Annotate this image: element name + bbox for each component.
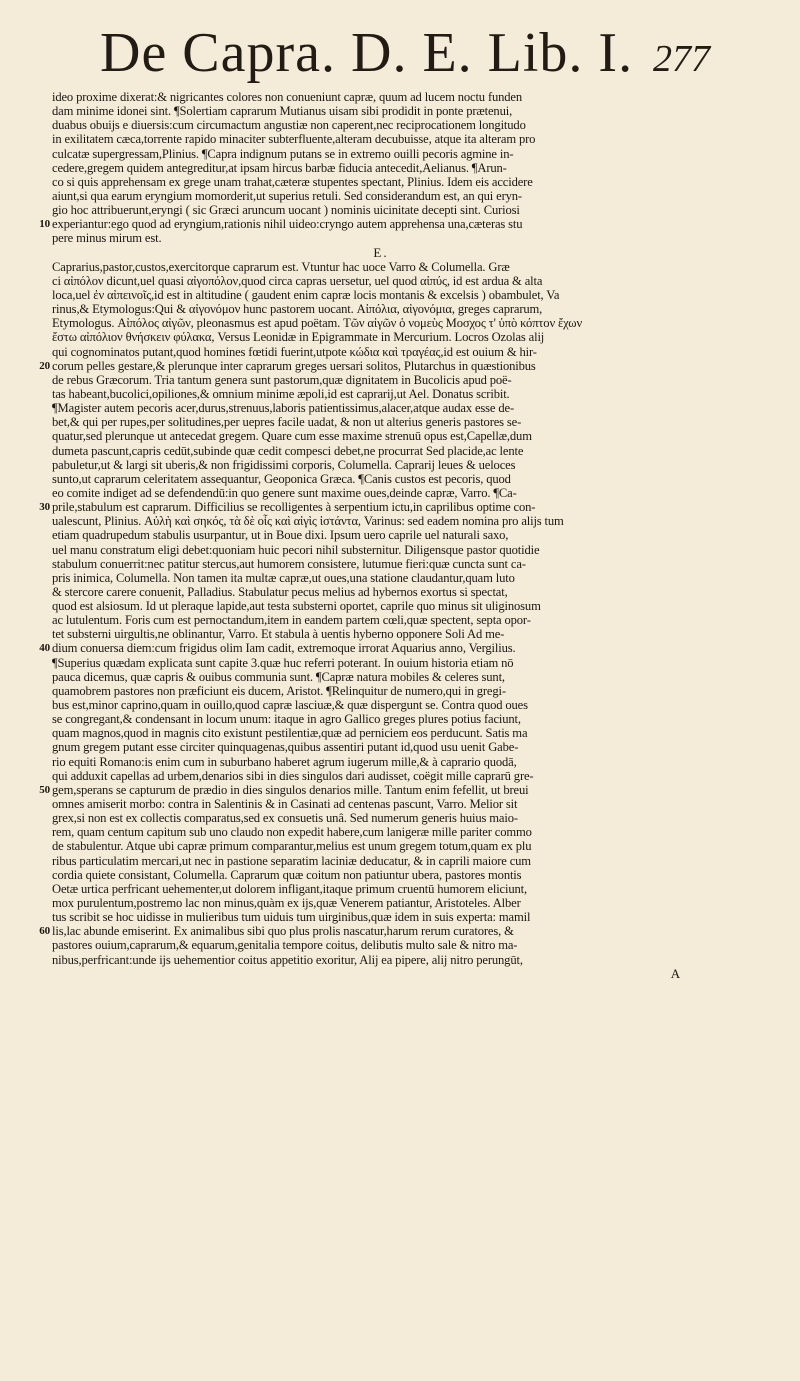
line-text: mox purulentum,postremo lac non minus,quàm ex ijs,quæ Venerem patiantur, Aristoteles. Alber	[52, 896, 521, 911]
line-text: omnes amiserit morbo: contra in Salentinis & in Casinati ad centenas pascunt, Varro. Melior sit	[52, 797, 518, 812]
text-line	[52, 90, 710, 104]
text-line	[52, 938, 710, 952]
line-text: gio hoc attribuerunt,eryngi ( sic Græci aruncum uocant ) nominis uicinitate decepti sint. Curiosi	[52, 203, 520, 218]
text-line	[52, 472, 710, 486]
text-line	[52, 670, 710, 684]
line-text: ἔστω αἰπόλιον θνήσκειν φύλακα, Versus Leonidæ in Epigrammate in Mercurium. Locros Ozolas alij	[52, 330, 545, 345]
line-text: in exilitatem cæca,torrente rapido minaciter subterfluente,alteram decubuisse, atque ita alteram pro	[52, 132, 536, 147]
line-text: Oetæ urtica perfricant uehementer,ut dolorem infligant,itaque primum cruentū humorem eliciunt,	[52, 881, 527, 896]
line-number: 60	[39, 925, 50, 938]
line-text: corum pelles gestare,& plerunque inter caprarum greges uersari solitos, Plutarchus in quæstionibus	[52, 358, 536, 373]
line-text: ribus particulatim mercari,ut nec in pastione separatim laciniæ deducatur, & in caprili maiore cum	[52, 853, 531, 868]
section-heading	[52, 246, 710, 260]
text-line	[52, 345, 710, 359]
line-text: tet substerni uirgultis,ne oblinantur, Varro. Et stabula à uentis hyberno opponere Soli Ad me-	[52, 627, 505, 642]
running-head: De Capra. D. E. Lib. I.	[100, 22, 634, 84]
text-line	[52, 260, 710, 274]
text-line	[39, 641, 710, 656]
text-line	[52, 953, 710, 967]
line-text: ac lutulentum. Foris cum est pernoctandum,item in eandem partem cœli,quæ spectent, septa opor-	[52, 613, 531, 628]
line-text: quam magnos,quod in magnis cito existunt pestilentiæ,quæ ad perniciem eos perducunt. Satis ma	[52, 726, 528, 741]
text-line	[39, 782, 710, 797]
text-line	[52, 104, 710, 118]
text-line	[52, 868, 710, 882]
line-text: Etymologus. Αἰπόλος αἰγῶν, pleonasmus est apud poëtam. Τῶν αἰγῶν ὁ νομεὺς Μοσχος τ' ὑπὸ κόπτον ἔχων	[52, 316, 582, 331]
text-line	[52, 613, 710, 627]
text-line	[39, 358, 710, 373]
line-text: dium conuersa diem:cum frigidus olim Iam cadit, extremoque irrorat Aquarius anno, Vergilius.	[52, 641, 516, 656]
line-number: 40	[39, 642, 50, 655]
text-line	[52, 175, 710, 189]
body-text	[39, 90, 710, 981]
line-text: co si quis apprehensam ex grege unam trahat,cæteræ stupentes spectant, Plinius. Idem eis accidere	[52, 174, 533, 189]
text-line	[39, 217, 710, 232]
text-line	[52, 910, 710, 924]
text-line	[52, 896, 710, 910]
text-line	[52, 161, 710, 175]
line-text: tas habeant,bucolici,opiliones,& omnium minime æpoli,id est caprarij,ut Ael. Donatus scribit.	[52, 386, 510, 401]
line-text: eo comite indiget ad se defendendū:in quo genere sunt maxime oues,deinde capræ, Varro. ¶Ca-	[52, 485, 517, 500]
line-text: qui cognominatos putant,quod homines fœtidi fuerint,utpote κώδια καὶ τραγέας,id est ouium & hir-	[52, 344, 537, 359]
line-text: cordia quiete consistant, Columella. Caprarum quæ coitum non patiuntur ubera, pastores montis	[52, 867, 522, 882]
text-line	[52, 316, 710, 330]
page-header	[100, 20, 710, 86]
text-line	[52, 387, 710, 401]
text-line	[39, 924, 710, 939]
line-text: E.	[373, 244, 389, 260]
line-text: ideo proxime dixerat:& nigricantes colores non conueniunt capræ, quum ad lucem noctu funden	[52, 90, 523, 104]
text-line	[52, 656, 710, 670]
text-line	[52, 543, 710, 557]
line-text: stabulum conuerrit:nec patitur stercus,aut humorem consistere, lutumue fieri:quæ cuncta sunt ca-	[52, 556, 526, 571]
line-number: 10	[39, 218, 50, 231]
line-text: rem, quam centum capitum sub uno claudo non expedit habere,cum lanigeræ mille pariter commo	[52, 825, 532, 840]
text-line	[52, 755, 710, 769]
line-text: loca,uel ἐν αἰπεινοῖς,id est in altitudine ( gaudent enim capræ locis montanis & excelsis ) obambulet, Va	[52, 287, 560, 302]
line-text: bet,& qui per rupes,per solitudines,per uepres facile uadat, & non ut alterius generis pastores se-	[52, 415, 522, 430]
line-text: dumeta pascunt,capris cedūt,subinde quæ cedit compesci debet,ne procurrat Sed placide,ac lente	[52, 443, 524, 458]
text-line	[52, 797, 710, 811]
text-line	[52, 557, 710, 571]
text-line	[52, 528, 710, 542]
text-line	[52, 444, 710, 458]
line-text: Caprarius,pastor,custos,exercitorque caprarum est. Vtuntur hac uoce Varro & Columella. Græ	[52, 259, 510, 274]
text-line	[52, 330, 710, 344]
line-text: ualescunt, Plinius. Αὐλὴ καὶ σηκός, τὰ δὲ οἷς καὶ αἰγὶς ἱστάντα, Varinus: sed eadem nomina pro alijs tum	[52, 514, 564, 529]
line-text: lis,lac abunde emiserint. Ex animalibus sibi quo plus prolis nascatur,harum rerum curatores, &	[52, 924, 514, 939]
text-line	[52, 854, 710, 868]
line-text: sunto,ut caprarum celeritatem assequantur, Geoponica Græca. ¶Canis custos est pecoris, quod	[52, 471, 511, 486]
line-text: gem,sperans se capturum de prædio in dies singulos denarios mille. Tantum enim fefellit, ut breui	[52, 782, 529, 797]
line-text: bus est,minor caprino,quam in ouillo,quod capræ lasciuæ,& quæ dispergunt se. Contra quod oues	[52, 698, 528, 713]
text-line	[52, 415, 710, 429]
text-line	[52, 811, 710, 825]
line-text: ci αἰπόλον dicunt,uel quasi αἰγοπόλον,quod circa capras uersetur, uel quod αἰπύς, id est ardua & alta	[52, 273, 543, 288]
line-text: ¶Magister autem pecoris acer,durus,strenuus,laboris patientissimus,alacer,atque audax esse de-	[52, 401, 515, 416]
line-text: se congregant,& condensant in locum unum: itaque in agro Gallico greges plures potius faciunt,	[52, 712, 521, 727]
text-line	[52, 288, 710, 302]
line-text: duabus obuijs e diuersis:cum circumactum angustiæ non caperent,nec reciprocationem longitudo	[52, 118, 526, 133]
text-line	[52, 627, 710, 641]
line-text: quamobrem pastores non præficiunt eis ducem, Aristot. ¶Relinquitur de numero,qui in gregi-	[52, 683, 506, 698]
line-text: rinus,& Etymologus:Qui & αἰγονόμον hunc pastorem uocant. Αἰπόλια, αἰγονόμια, greges caprarum,	[52, 302, 543, 317]
line-text: gnum gregem putant esse circiter quinquagenas,quibus assentiri putant id,quod usu uenit Gabe-	[52, 740, 519, 755]
text-line	[52, 429, 710, 443]
text-line	[52, 825, 710, 839]
line-text: pris inimica, Columella. Non tamen ita multæ capræ,ut oues,una statione claudantur,quam luto	[52, 570, 515, 585]
line-text: nibus,perfricant:unde ijs uehementior coitus appetitio exoritur, Alij ea pipere, alij nitro perungūt,	[52, 952, 523, 967]
text-line	[52, 698, 710, 712]
text-line	[52, 147, 710, 161]
line-text: etiam quadrupedum stabulis usurpantur, ut in Boue dixi. Ipsum uero caprile uel naturali saxo,	[52, 528, 509, 543]
line-text: tus scribit se hoc uidisse in mulieribus tum uiduis tum uirginibus,quæ idem in suis experta: mamil	[52, 910, 531, 925]
text-line	[52, 882, 710, 896]
line-text: pabuletur,ut & largi sit uberis,& non frigidissimi corporis, Columella. Caprarij leues & ueloces	[52, 457, 516, 472]
text-line	[52, 189, 710, 203]
text-line	[52, 769, 710, 783]
line-text: grex,si non est ex collectis comparatus,sed ex consuetis unâ. Sed numerum generis huius maio-	[52, 811, 518, 826]
text-line	[52, 118, 710, 132]
line-number: 20	[39, 359, 50, 372]
text-line	[52, 373, 710, 387]
text-line	[52, 599, 710, 613]
text-line	[52, 401, 710, 415]
line-text: experiantur:ego quod ad eryngium,rationis nihil uideo:cryngo autem apprehensa una,cæteras stu	[52, 217, 523, 232]
line-text: dam minime idonei sint. ¶Solertiam caprarum Mutianus uisam sibi prodidit in ponte prætenui,	[52, 104, 513, 119]
text-line	[52, 585, 710, 599]
catchword: A	[670, 965, 680, 981]
page-number: 277	[653, 38, 710, 80]
text-line	[52, 712, 710, 726]
text-line	[52, 684, 710, 698]
text-line	[52, 203, 710, 217]
line-text: quod est alsiosum. Id ut pleraque lapide,aut testa substerni oportet, caprile quo minus sit uliginosum	[52, 599, 541, 614]
text-line	[52, 740, 710, 754]
line-text: de rebus Græcorum. Tria tantum genera sunt pastorum,quæ dignitatem in Bucolicis apud poë-	[52, 372, 512, 387]
line-text: culcatæ supergressam,Plinius. ¶Capra indignum putans se in extremo ouilli pecoris agmine in-	[52, 146, 514, 161]
text-line	[52, 132, 710, 146]
line-text: pastores ouium,caprarum,& equarum,genitalia tempore coitus, delibutis multo sale & nitro ma-	[52, 938, 518, 953]
line-text: quatur,sed plerunque ut antecedat gregem. Quare cum esse maxime strenuū opus est,Capellæ,dum	[52, 429, 532, 444]
line-number: 30	[39, 501, 50, 514]
line-text: pauca dicemus, quæ capris & ouibus communia sunt. ¶Capræ natura mobiles & celeres sunt,	[52, 669, 505, 684]
line-text: de stabulentur. Atque ubi capræ primum comparantur,melius est unum gregem totum,quam ex plu	[52, 839, 532, 854]
line-text: uel manu constratum eligi debet:quoniam huic pecori nihil substernitur. Diligensque pastor quotidie	[52, 542, 540, 557]
text-line	[52, 302, 710, 316]
line-text: aiunt,si qua earum eryngium momorderit,ut superius retuli. Sed considerandum est, an qui eryn-	[52, 188, 522, 203]
line-text: qui adduxit capellas ad urbem,denarios sibi in dies singulos dari audisset, coëgit mille caprarū gre-	[52, 768, 534, 783]
line-text: pere minus mirum est.	[52, 231, 162, 246]
line-number: 50	[39, 783, 50, 796]
line-text: & stercore carere conuenit, Palladius. Stabulatur pecus melius ad hybernos exortus si spectat,	[52, 584, 508, 599]
text-line	[52, 571, 710, 585]
text-line	[52, 514, 710, 528]
text-line	[52, 231, 710, 245]
text-line	[52, 839, 710, 853]
text-line	[52, 274, 710, 288]
line-text: ¶Superius quædam explicata sunt capite 3.quæ huc referri poterant. In ouium historia etiam nō	[52, 655, 514, 670]
line-text: rio equiti Romano:is enim cum in suburbano haberet agrum iugerum mille,& à caprario quodā,	[52, 754, 517, 769]
text-line	[52, 486, 710, 500]
text-line	[52, 726, 710, 740]
text-line	[39, 500, 710, 515]
text-line	[52, 458, 710, 472]
line-text: prile,stabulum est caprarum. Difficilius se recolligentes à serpentium ictu,in caprilibus optime con-	[52, 500, 536, 515]
line-text: cedere,gregem quidem antegreditur,at ipsam hircus barbæ fiducia antecedit,Aelianus. ¶Arun-	[52, 160, 507, 175]
